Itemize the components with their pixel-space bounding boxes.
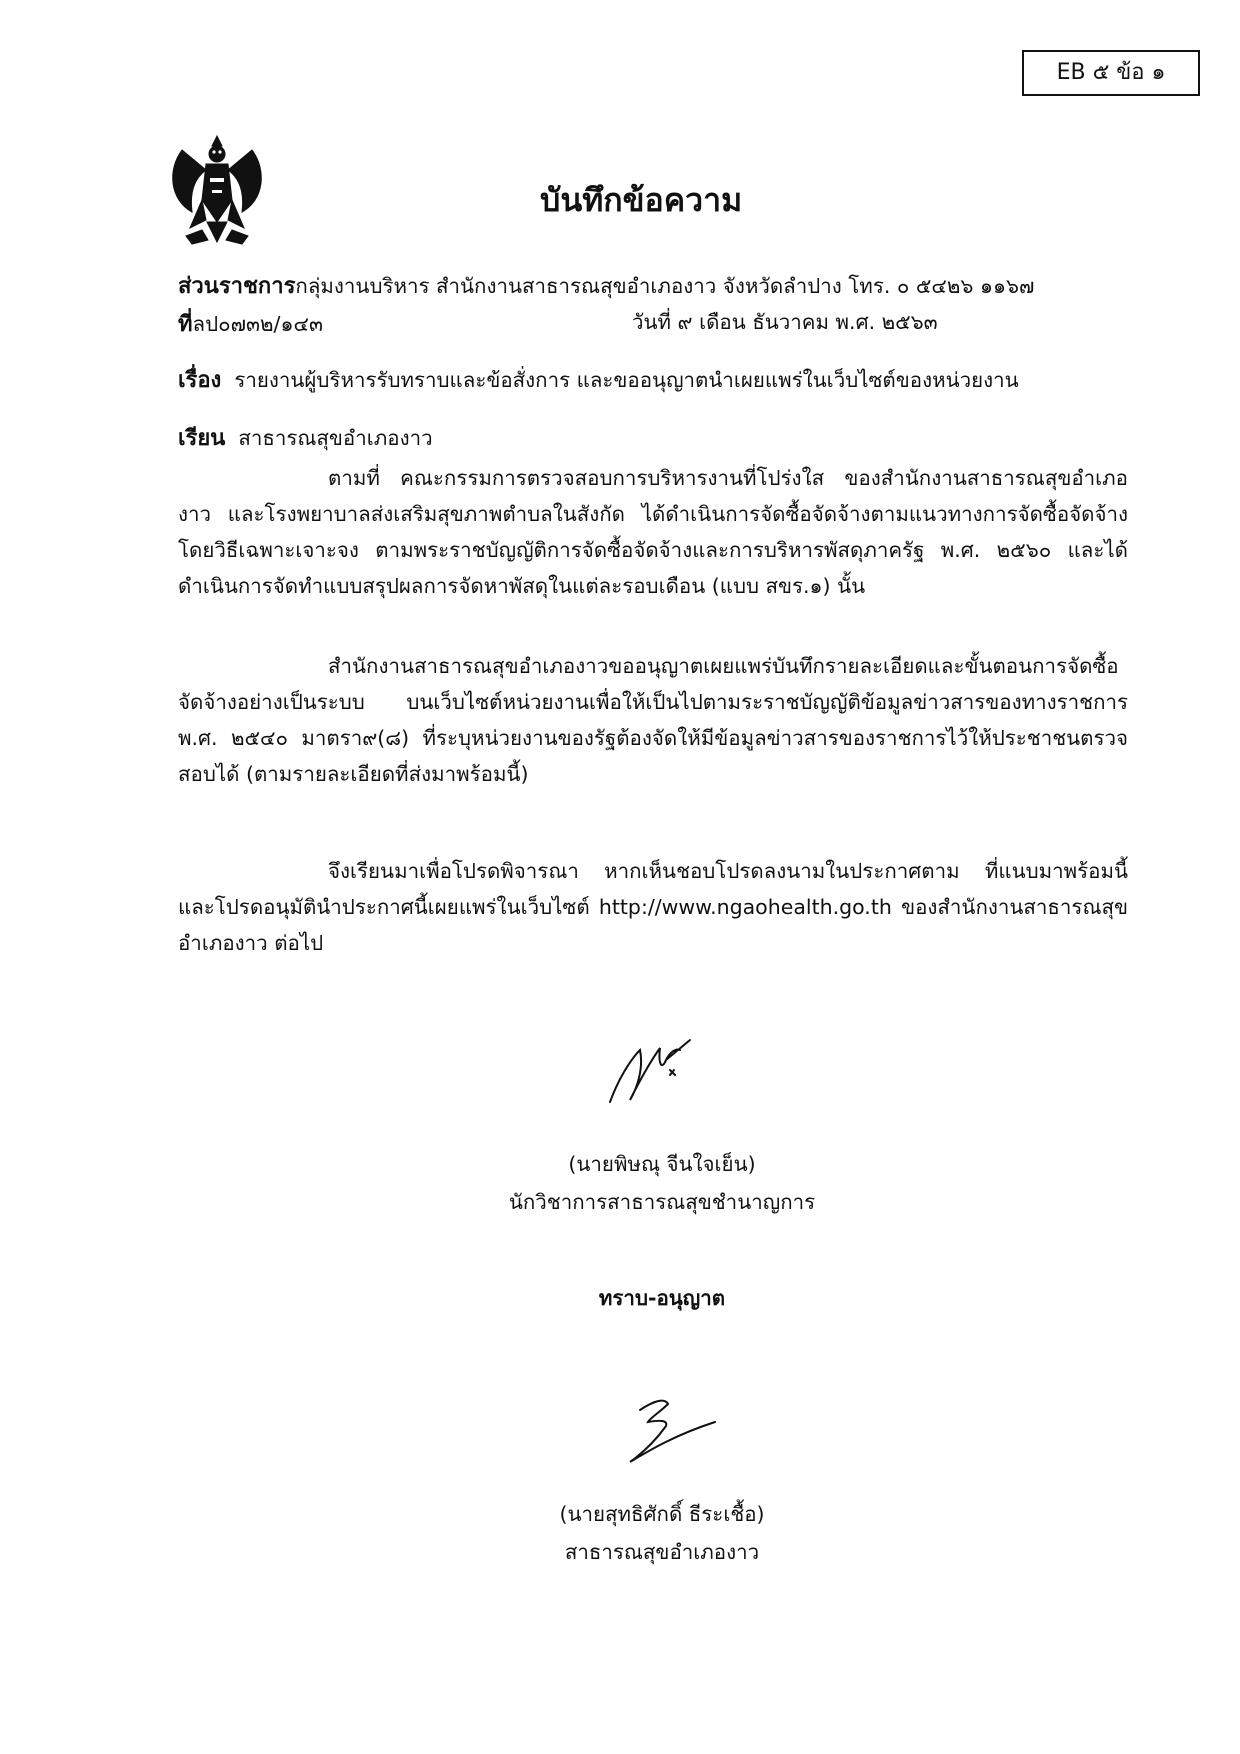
body-paragraph-1 [178, 460, 1128, 604]
addressee-label: เรียน [178, 426, 226, 451]
signature-1-image [600, 1030, 710, 1110]
garuda-emblem-icon [162, 130, 272, 250]
signer-2-name: (นายสุทธิศักดิ์ ธีระเชื้อ) [559, 1502, 765, 1526]
addressee-line [178, 420, 433, 455]
body-paragraph-3 [178, 853, 1128, 961]
signer-2-position: สาธารณสุขอำเภองาว [564, 1540, 760, 1564]
paragraph-text: สำนักงานสาธารณสุขอำเภองาวขออนุญาตเผยแพร่บันทึกรายละเอียดและขั้นตอนการจัดซื้อจัดจ้างอย่างเป็นระบบ บนเว็บไซต์หน่วยงานเพื่อให้เป็นไปตามระราชบัญญัติข้อมูลข่าวสารของทางราชการ พ.ศ. ๒๕๔๐ มาตรา๙(๘) ที่ระบุหน่วยงานของรัฐต้องจัดให้มีข้อมูลข่าวสารของราชการไว้ให้ประชาชนตรวจสอบได้ (ตามรายละเอียดที่ส่งมาพร้อมนี้) [178, 654, 1128, 786]
agency-value: กลุ่มงานบริหาร สำนักงานสาธารณสุขอำเภองาว จังหวัดลำปาง โทร. ๐ ๕๔๒๖ ๑๑๖๗ [295, 274, 1035, 298]
approval-text: ทราบ-อนุญาต [598, 1286, 726, 1310]
body-paragraph-2 [178, 648, 1128, 792]
document-code-box: EB ๕ ข้อ ๑ [1022, 50, 1200, 96]
subject-label: เรื่อง [178, 368, 222, 393]
signature-2-image [620, 1390, 720, 1470]
reference-value: ลป๐๗๓๒/๑๔๓ [192, 312, 323, 336]
signer-1-name: (นายพิษณุ จีนใจเย็น) [568, 1152, 756, 1176]
reference-label: ที่ [178, 312, 193, 337]
agency-label: ส่วนราชการ [178, 274, 296, 299]
agency-line [178, 268, 1034, 303]
paragraph-text: ตามที่ คณะกรรมการตรวจสอบการบริหารงานที่โปร่งใส ของสำนักงานสาธารณสุขอำเภองาว และโรงพยาบาลส่งเสริมสุขภาพตำบลในสังกัด ได้ดำเนินการจัดซื้อจัดจ้างตามแนวทางการจัดซื้อจัดจ้างโดยวิธีเฉพาะเจาะจง ตามพระราชบัญญัติการจัดซื้อจัดจ้างและการบริหารพัสดุภาครัฐ พ.ศ. ๒๕๖๐ และได้ดำเนินการจัดทำแบบสรุปผลการจัดหาพัสดุในแต่ละรอบเดือน (แบบ สขร.๑) นั้น [178, 466, 1128, 598]
paragraph-text: จึงเรียนมาเพื่อโปรดพิจารณา หากเห็นชอบโปรดลงนามในประกาศตาม ที่แนบมาพร้อมนี้ และโปรดอนุมัตินำประกาศนี้เผยแพร่ในเว็บไซต์ http://www.ngaohealth.go.th ของสำนักงานสาธารณสุขอำเภองาว ต่อไป [178, 859, 1128, 955]
signer-1-position: นักวิชาการสาธารณสุขชำนาญการ [508, 1190, 816, 1214]
subject-line [178, 362, 1019, 397]
reference-line [178, 306, 323, 341]
subject-value: รายงานผู้บริหารรับทราบและข้อสั่งการ และขออนุญาตนำเผยแพร่ในเว็บไซต์ของหน่วยงาน [234, 368, 1019, 392]
date-value: วันที่ ๙ เดือน ธันวาคม พ.ศ. ๒๕๖๓ [632, 310, 938, 334]
addressee-value: สาธารณสุขอำเภองาว [238, 426, 433, 450]
page-title: บันทึกข้อความ [540, 181, 743, 219]
